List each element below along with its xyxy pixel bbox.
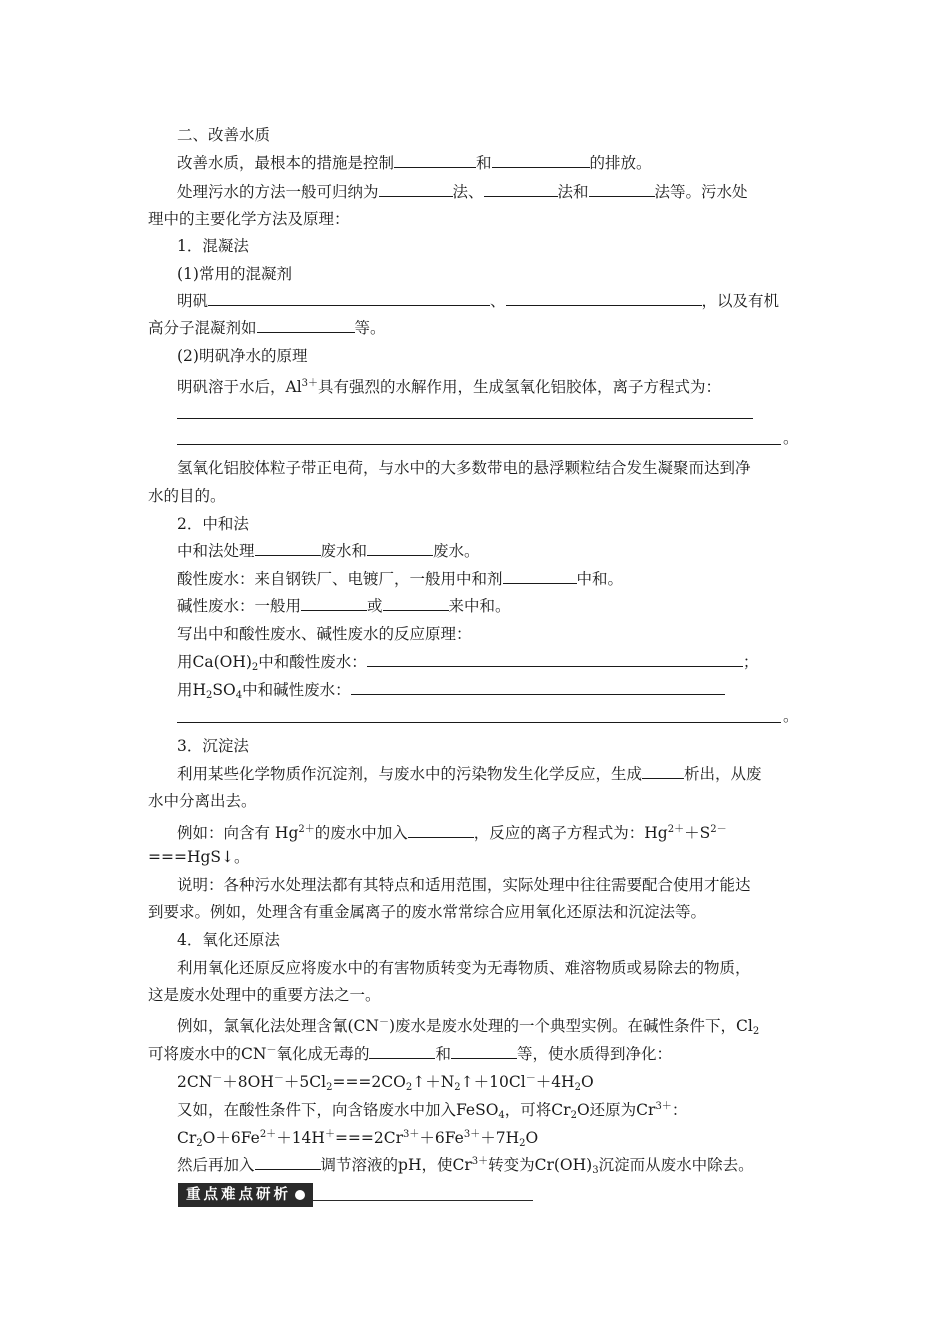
text: O — [525, 1129, 539, 1147]
precipitation-line-5 — [177, 875, 837, 895]
subscript: 2 — [206, 690, 213, 701]
text: 用Ca(OH) — [177, 653, 252, 671]
superscript: 3＋ — [403, 1129, 420, 1140]
coagulation-subtitle-1 — [177, 264, 837, 284]
fill-blank[interactable] — [369, 1044, 435, 1059]
text: (1)常用的混凝剂 — [177, 265, 292, 283]
precipitation-line-2 — [148, 791, 808, 811]
superscript: 3＋ — [471, 1156, 489, 1167]
neutralization-title — [177, 514, 837, 534]
subscript: 2 — [196, 1138, 203, 1149]
subscript: 4 — [235, 690, 243, 701]
text: 写出中和酸性废水、碱性废水的反应原理： — [177, 625, 472, 643]
text: 水的目的。 — [148, 487, 226, 505]
text: ===2Cr — [334, 1129, 404, 1147]
text: 氧化成无毒的 — [276, 1045, 370, 1063]
end-mark — [783, 428, 803, 448]
end-mark — [783, 706, 803, 726]
paragraph-improve-water — [177, 153, 837, 173]
paragraph-methods — [177, 182, 837, 202]
superscript: － — [266, 1045, 277, 1056]
superscript: 3＋ — [463, 1129, 481, 1140]
precipitation-line-1 — [177, 764, 837, 784]
text: 和 — [435, 1045, 451, 1063]
text: 法等。污水处 — [654, 183, 748, 201]
text: 、 — [490, 292, 506, 310]
redox-line-4 — [148, 1041, 808, 1064]
text: 2CN — [177, 1073, 213, 1091]
text: SO — [212, 681, 236, 699]
text: ＋S — [684, 824, 711, 842]
text: 。 — [783, 429, 799, 447]
section-heading — [177, 125, 837, 145]
text: 1．混凝法 — [177, 237, 249, 255]
text: 析出，从废 — [684, 765, 762, 783]
coagulation-line-5 — [148, 486, 808, 506]
fill-blank[interactable] — [408, 823, 474, 838]
text: (2)明矾净水的原理 — [177, 347, 308, 365]
text: 到要求。例如，处理含有重金属离子的废水常常综合应用氧化还原法和沉淀法等。 — [148, 903, 707, 921]
text: 等，使水质得到净化： — [516, 1045, 672, 1063]
fill-blank[interactable] — [255, 1155, 321, 1170]
fill-blank[interactable] — [301, 596, 367, 611]
superscript: 2＋ — [298, 824, 315, 835]
banner-rule — [313, 1200, 533, 1201]
text: 利用氧化还原反应将废水中的有害物质转变为无毒物质、难溶物质或易除去的物质， — [177, 959, 751, 977]
text: 废水和 — [320, 542, 368, 560]
text: 例如，氯氧化法处理含氰(CN — [177, 1017, 379, 1035]
subscript: 2 — [574, 1082, 581, 1093]
redox-line-3 — [177, 1013, 837, 1042]
fill-blank[interactable] — [367, 541, 433, 556]
coagulation-line-3 — [177, 374, 837, 397]
text: ，反应的离子方程式为：Hg — [473, 824, 668, 842]
text: O — [580, 1073, 594, 1091]
text: 高分子混凝剂如 — [148, 319, 257, 337]
fill-blank[interactable] — [379, 182, 453, 197]
subscript: 2 — [405, 1082, 413, 1093]
text: ，以及有机 — [701, 292, 780, 310]
precipitation-line-4 — [148, 847, 808, 867]
text: 水中分离出去。 — [148, 792, 257, 810]
subscript: 4 — [498, 1110, 505, 1121]
fill-blank[interactable] — [503, 569, 577, 584]
text: 明矾溶于水后，Al — [177, 378, 302, 396]
banner-label: 重点难点研析 — [186, 1187, 291, 1203]
text: 利用某些化学物质作沉淀剂，与废水中的污染物发生化学反应，生成 — [177, 765, 643, 783]
neutralization-line-1 — [177, 541, 837, 561]
neutralization-line-3 — [177, 596, 837, 616]
redox-line-2 — [148, 985, 808, 1005]
text: Cr — [177, 1129, 197, 1147]
superscript: 3＋ — [655, 1101, 672, 1112]
subscript: 2 — [570, 1110, 577, 1121]
banner-label-box — [178, 1183, 313, 1207]
fill-blank[interactable] — [255, 541, 321, 556]
text: 沉淀而从废水中除去。 — [598, 1156, 754, 1174]
text: 4．氧化还原法 — [177, 931, 280, 949]
text: 转变为Cr(OH) — [488, 1156, 593, 1174]
fill-blank[interactable] — [451, 1044, 517, 1059]
superscript: 3＋ — [301, 378, 319, 389]
text: 。 — [783, 707, 799, 725]
fill-blank[interactable] — [506, 291, 702, 306]
fill-blank[interactable] — [589, 182, 655, 197]
text: O＋6Fe — [202, 1129, 260, 1147]
text: ＋4H — [535, 1073, 575, 1091]
subscript: 2 — [519, 1138, 526, 1149]
subscript: 3 — [592, 1165, 599, 1176]
text: 酸性废水：来自钢铁厂、电镀厂，一般用中和剂 — [177, 570, 503, 588]
redox-line-1 — [177, 958, 837, 978]
subscript: 2 — [251, 662, 259, 673]
text: ===2CO — [332, 1073, 406, 1091]
text: ； — [742, 653, 759, 671]
text: 来中和。 — [448, 597, 511, 615]
superscript: － — [378, 1017, 389, 1028]
fill-blank[interactable] — [383, 596, 449, 611]
text: ＋6Fe — [419, 1129, 464, 1147]
text: 废水。 — [433, 542, 480, 560]
text: 3．沉淀法 — [177, 737, 249, 755]
fill-blank[interactable] — [208, 291, 490, 306]
paragraph-methods-cont — [148, 209, 808, 229]
text: 可将废水中的CN — [148, 1045, 267, 1063]
precipitation-title — [177, 736, 837, 756]
fill-blank[interactable] — [492, 153, 590, 168]
text: 中和法处理 — [177, 542, 255, 560]
precipitation-line-6 — [148, 902, 808, 922]
text: ＋5Cl — [283, 1073, 327, 1091]
superscript: － — [212, 1073, 223, 1084]
text: 和 — [476, 154, 492, 172]
text: 的废水中加入 — [314, 824, 408, 842]
text: 明矾 — [177, 292, 209, 310]
text: ↑＋N — [412, 1073, 455, 1091]
precipitation-line-3 — [177, 820, 837, 843]
text: ＋14H — [276, 1129, 325, 1147]
text: ： — [671, 1101, 688, 1119]
coagulation-line-1 — [177, 291, 837, 311]
text: 或 — [367, 597, 383, 615]
text: ，可将Cr — [504, 1101, 571, 1119]
text: 例如：向含有 Hg — [177, 824, 299, 842]
fill-blank[interactable] — [367, 652, 743, 667]
subscript: 2 — [752, 1026, 760, 1037]
fill-blank[interactable] — [394, 153, 476, 168]
text: 说明：各种污水处理法都有其特点和适用范围，实际处理中往往需要配合使用才能达 — [177, 876, 751, 894]
superscript: 2＋ — [259, 1129, 277, 1140]
subscript: 2 — [326, 1082, 333, 1093]
text: 法和 — [557, 183, 589, 201]
text: 又如，在酸性条件下，向含铬废水中加入FeSO — [177, 1101, 499, 1119]
text: O还原为Cr — [576, 1101, 656, 1119]
superscript: 2＋ — [667, 824, 685, 835]
fill-blank[interactable] — [351, 680, 725, 695]
text: 法、 — [452, 183, 484, 201]
answer-line[interactable] — [177, 418, 753, 419]
coagulation-line-4 — [177, 458, 837, 478]
text: ===HgS↓。 — [148, 848, 250, 866]
redox-title — [177, 930, 837, 950]
redox-equation-2 — [177, 1125, 837, 1154]
superscript: 2－ — [710, 824, 727, 835]
redox-line-6 — [177, 1152, 837, 1181]
subscript: 2 — [454, 1082, 461, 1093]
text: 中和。 — [576, 570, 624, 588]
text: 等。 — [354, 319, 386, 337]
bullet-dot-icon — [295, 1190, 305, 1200]
text: 调节溶液的pH，使Cr — [320, 1156, 472, 1174]
text: 中和碱性废水： — [242, 681, 351, 699]
answer-line[interactable] — [177, 444, 781, 445]
fill-blank[interactable] — [484, 182, 558, 197]
text: )废水是废水处理的一个典型实例。在碱性条件下，Cl — [388, 1017, 753, 1035]
redox-line-5 — [177, 1097, 837, 1126]
superscript: － — [273, 1073, 284, 1084]
answer-line[interactable] — [177, 722, 781, 723]
text: 改善水质，最根本的措施是控制 — [177, 154, 395, 172]
text: ＋8OH — [222, 1073, 274, 1091]
superscript: ＋ — [324, 1129, 335, 1140]
text: ＋7H — [480, 1129, 520, 1147]
text: 用H — [177, 681, 207, 699]
text: 具有强烈的水解作用，生成氢氧化铝胶体，离子方程式为： — [318, 378, 722, 396]
text: ↑＋10Cl — [460, 1073, 526, 1091]
fill-blank[interactable] — [257, 318, 355, 333]
text: 理中的主要化学方法及原理： — [148, 210, 350, 228]
coagulation-subtitle-2 — [177, 346, 837, 366]
text: 然后再加入 — [177, 1156, 255, 1174]
coagulation-line-2 — [148, 318, 808, 338]
section-banner — [178, 1183, 533, 1207]
fill-blank[interactable] — [642, 764, 684, 779]
text: 处理污水的方法一般可归纳为 — [177, 183, 379, 201]
neutralization-line-4 — [177, 624, 837, 644]
text: 碱性废水：一般用 — [177, 597, 302, 615]
superscript: － — [525, 1073, 536, 1084]
coagulation-title — [177, 236, 837, 256]
text: 的排放。 — [589, 154, 652, 172]
neutralization-line-5 — [177, 652, 837, 678]
neutralization-line-2 — [177, 569, 837, 589]
heading-text: 二、改善水质 — [177, 126, 271, 144]
text: 氢氧化铝胶体粒子带正电荷，与水中的大多数带电的悬浮颗粒结合发生凝聚而达到净 — [177, 459, 751, 477]
redox-equation-1 — [177, 1069, 837, 1098]
text: 这是废水处理中的重要方法之一。 — [148, 986, 381, 1004]
text: 2．中和法 — [177, 515, 249, 533]
neutralization-line-6 — [177, 680, 837, 706]
text: 中和酸性废水： — [258, 653, 367, 671]
